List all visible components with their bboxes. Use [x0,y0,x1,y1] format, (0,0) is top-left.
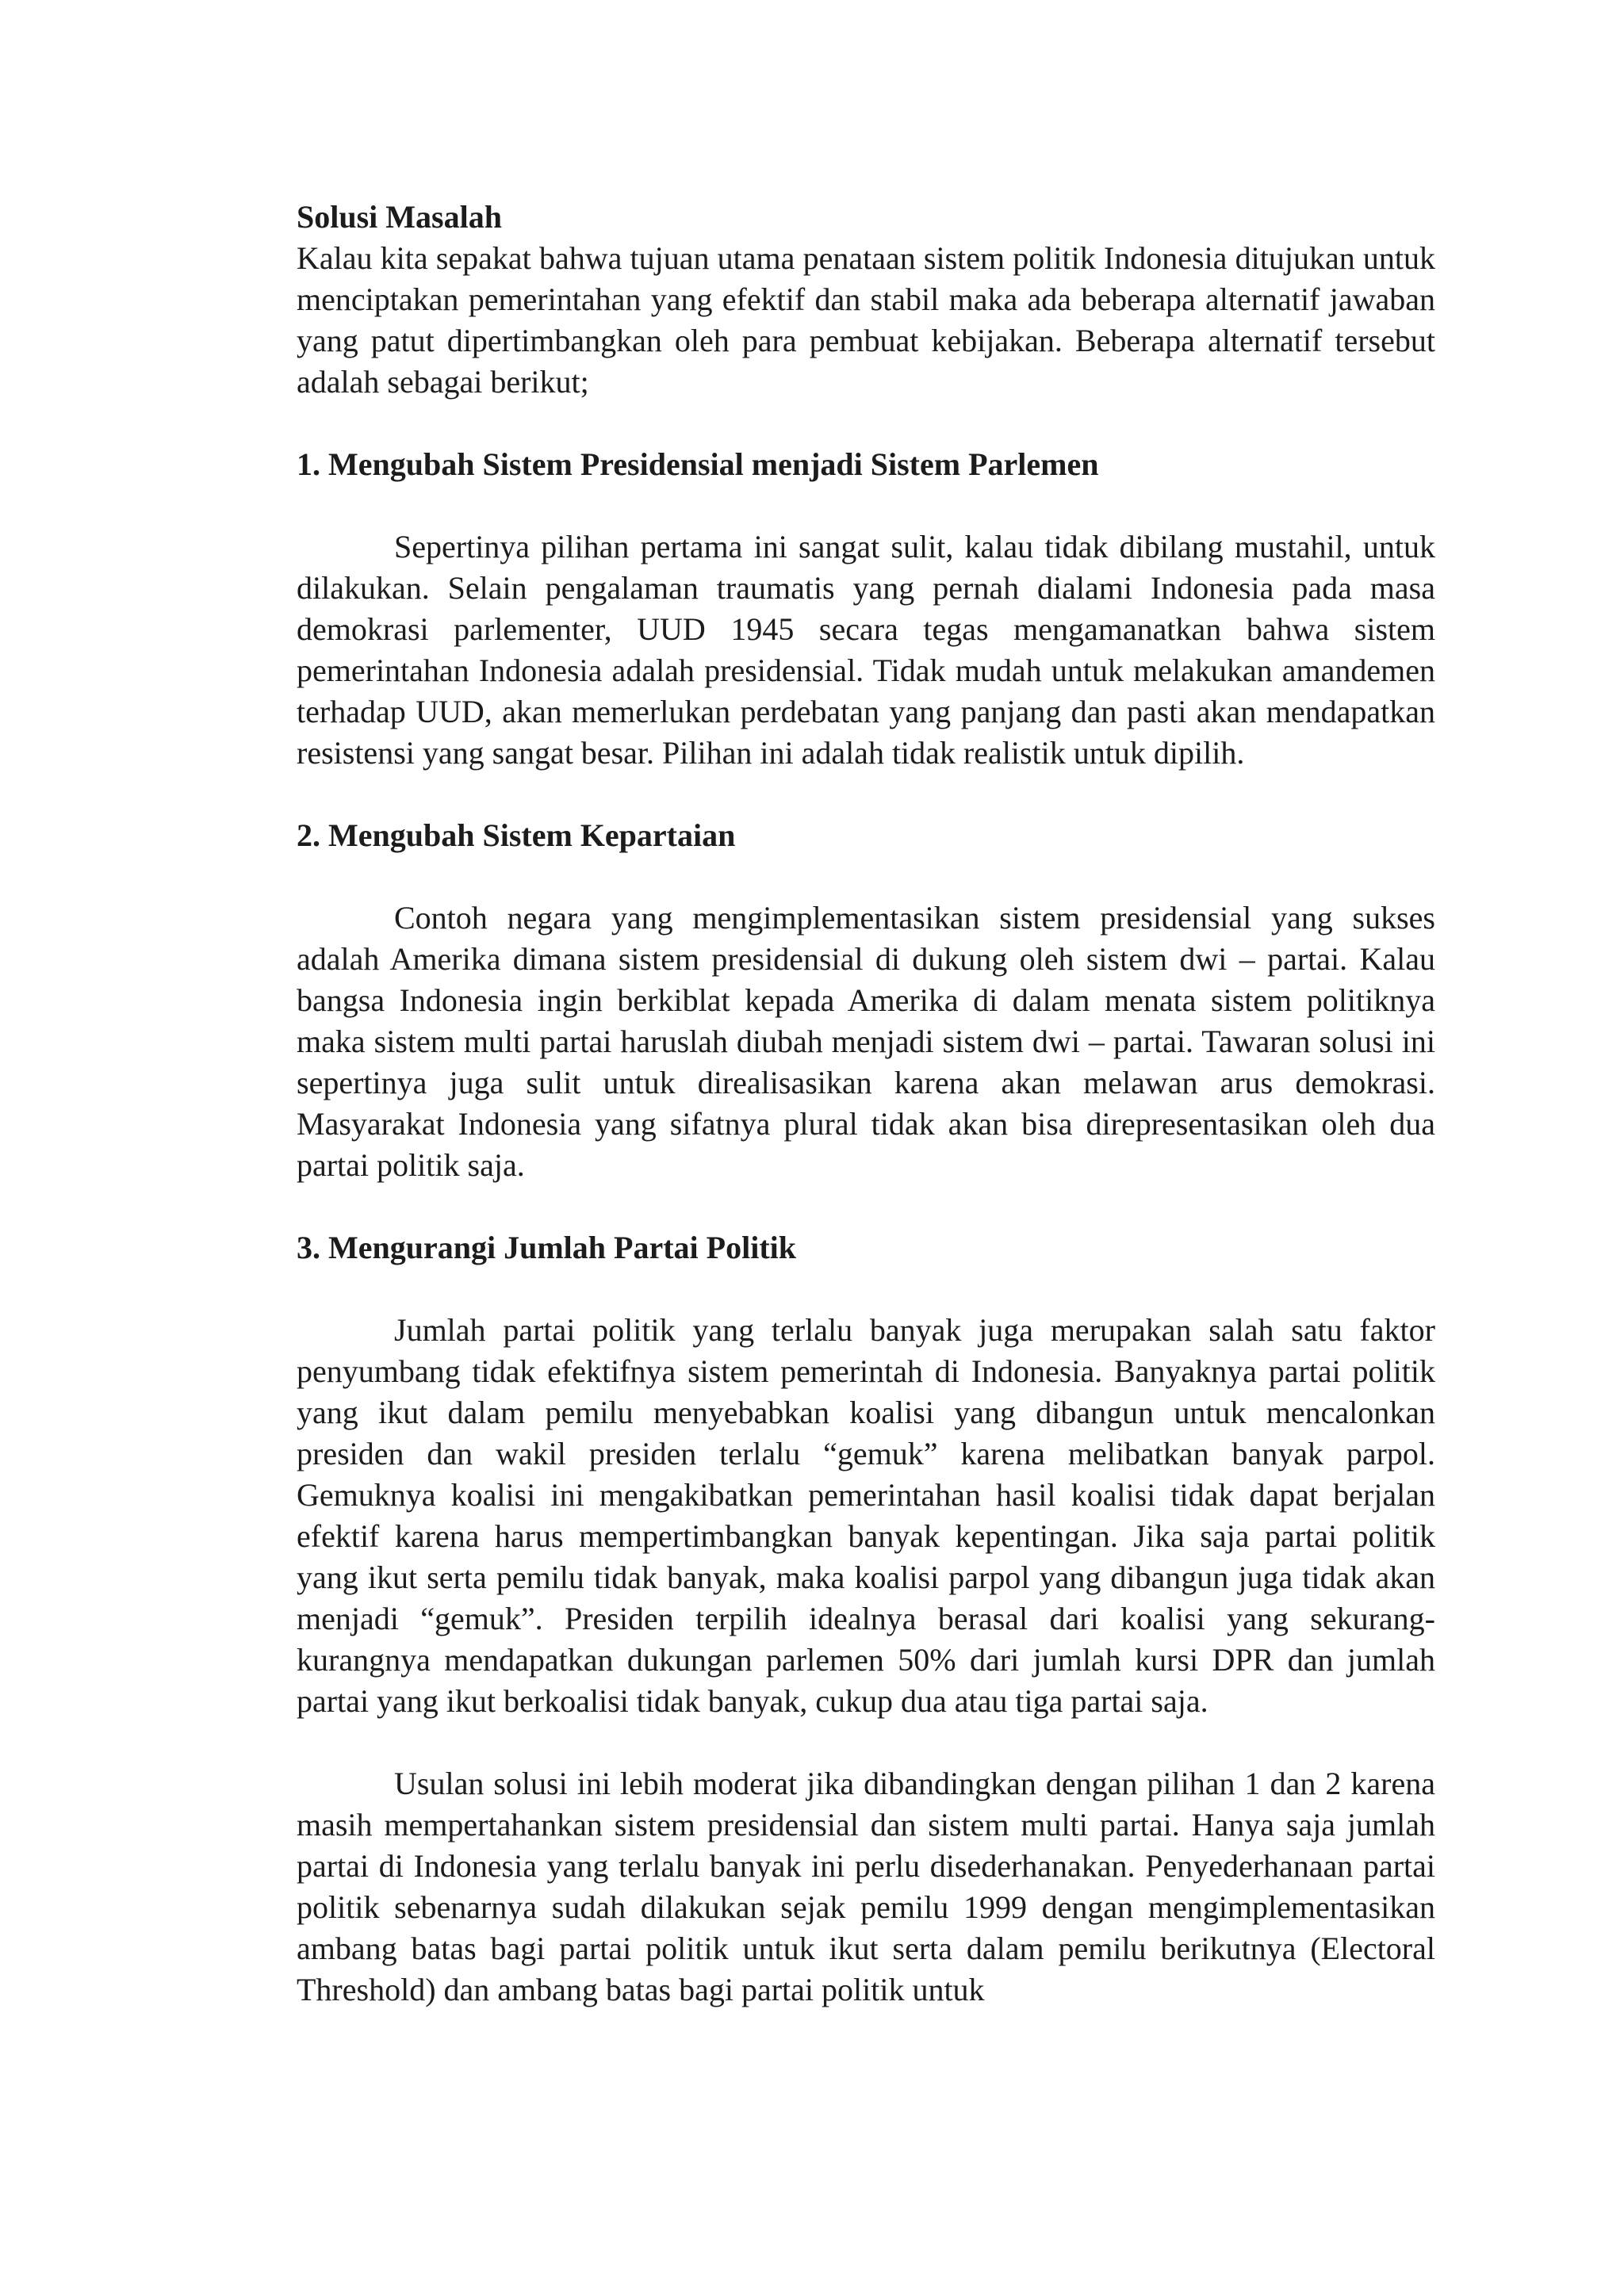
document-title: Solusi Masalah [297,199,502,235]
body-paragraph: Sepertinya pilihan pertama ini sangat sulit, kalau tidak dibilang mustahil, untuk dilakukan. Selain pengalaman traumatis yang pernah dialami Indonesia pada masa demokrasi parlementer, UUD 1945 secara tegas mengamanatkan bahwa sistem pemerintahan Indonesia adalah presidensial. Tidak mudah untuk melakukan amandemen terhadap UUD, akan memerlukan perdebatan yang panjang dan pasti akan mendapatkan resistensi yang sangat besar. Pilihan ini adalah tidak realistik untuk dipilih. [297,529,1435,771]
section-heading: 1. Mengubah Sistem Presidensial menjadi Sistem Parlemen [297,446,1099,482]
body-paragraph: Usulan solusi ini lebih moderat jika dibandingkan dengan pilihan 1 dan 2 karena masih mempertahankan sistem presidensial dan sistem multi partai. Hanya saja jumlah partai di Indonesia yang terlalu banyak ini perlu disederhanakan. Penyederhanaan partai politik sebenarnya sudah dilakukan sejak pemilu 1999 dengan mengimplementasikan ambang batas bagi partai politik untuk ikut serta dalam pemilu berikutnya (Electoral Threshold) dan ambang batas bagi partai politik untuk [297,1766,1435,2007]
section-heading: 2. Mengubah Sistem Kepartaian [297,817,736,853]
body-paragraph: Contoh negara yang mengimplementasikan sistem presidensial yang sukses adalah Amerika dimana sistem presidensial di dukung oleh sistem dwi – partai. Kalau bangsa Indonesia ingin berkiblat kepada Amerika di dalam menata sistem politiknya maka sistem multi partai haruslah diubah menjadi sistem dwi – partai. Tawaran solusi ini sepertinya juga sulit untuk direalisasikan karena akan melawan arus demokrasi. Masyarakat Indonesia yang sifatnya plural tidak akan bisa direpresentasikan oleh dua partai politik saja. [297,900,1435,1183]
intro-paragraph: Kalau kita sepakat bahwa tujuan utama penataan sistem politik Indonesia ditujukan untuk menciptakan pemerintahan yang efektif dan stabil maka ada beberapa alternatif jawaban yang patut dipertimbangkan oleh para pembuat kebijakan. Beberapa alternatif tersebut adalah sebagai berikut; [297,240,1435,400]
section-2 [297,815,1435,1186]
section-1 [297,444,1435,774]
section-3 [297,1227,1435,2011]
section-heading: 3. Mengurangi Jumlah Partai Politik [297,1230,796,1265]
body-paragraph: Jumlah partai politik yang terlalu banyak juga merupakan salah satu faktor penyumbang tidak efektifnya sistem pemerintah di Indonesia. Banyaknya partai politik yang ikut dalam pemilu menyebabkan koalisi yang dibangun untuk mencalonkan presiden dan wakil presiden terlalu “gemuk” karena melibatkan banyak parpol. Gemuknya koalisi ini mengakibatkan pemerintahan hasil koalisi tidak dapat berjalan efektif karena harus mempertimbangkan banyak kepentingan. Jika saja partai politik yang ikut serta pemilu tidak banyak, maka koalisi parpol yang dibangun juga tidak akan menjadi “gemuk”. Presiden terpilih idealnya berasal dari koalisi yang sekurang-kurangnya mendapatkan dukungan parlemen 50% dari jumlah kursi DPR dan jumlah partai yang ikut berkoalisi tidak banyak, cukup dua atau tiga partai saja. [297,1312,1435,1719]
document-page [297,197,1435,2011]
